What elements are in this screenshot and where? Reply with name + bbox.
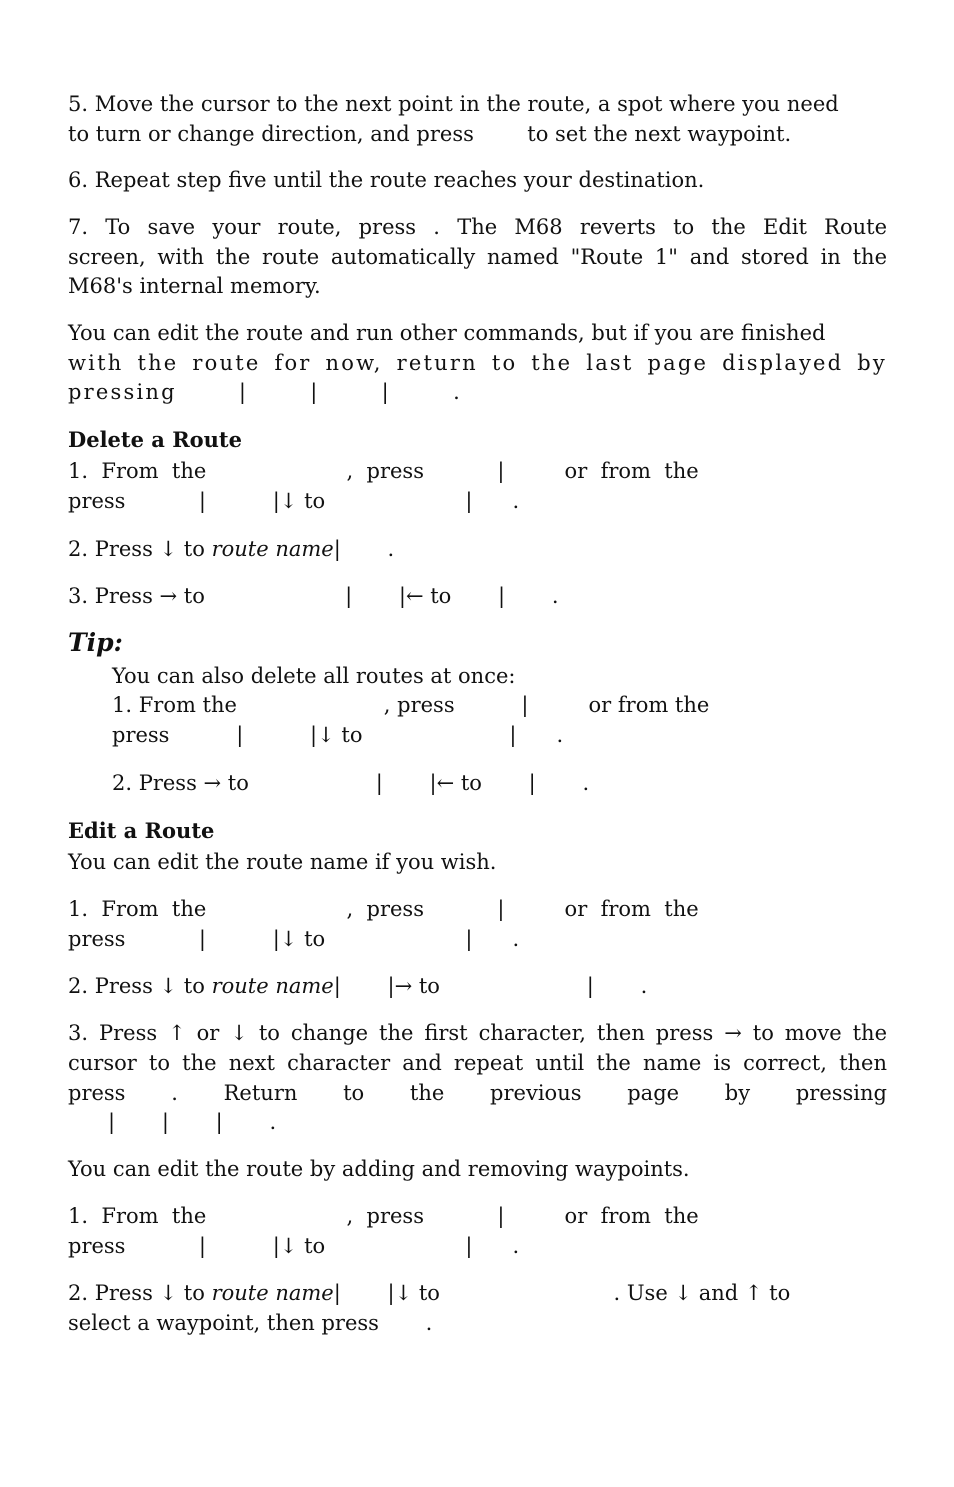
route-name-emphasis: route name [211, 1281, 334, 1305]
tip-label: Tip: [68, 628, 123, 657]
edit-run-line1: You can edit the route and run other commands, but if you are finished [68, 321, 826, 345]
delete-route-heading: Delete a Route [68, 427, 242, 452]
step7-line2: screen, with the route automatically named "Route 1" and stored in the [68, 245, 887, 269]
waypoints-intro: You can edit the route by adding and removing waypoints. [68, 1157, 690, 1181]
step5-line2: to turn or change direction, and press to set the next waypoint. [68, 122, 792, 146]
step5-line1: 5. Move the cursor to the next point in the route, a spot where you need [68, 92, 839, 116]
edit-step1-line2: press | |↓ to | . [68, 927, 520, 951]
edit-route-heading: Edit a Route [68, 818, 215, 843]
step7-line3: M68's internal memory. [68, 274, 321, 298]
waypoints-step2-line2: select a waypoint, then press . [68, 1311, 433, 1335]
tip-step2: 2. Press → to | |← to | . [112, 771, 590, 795]
edit-run-line3: pressing | | | . [68, 380, 462, 404]
tip-step1-line2: press | |↓ to | . [112, 723, 564, 747]
waypoints-step1-line1: 1. From the , press | or from the [68, 1204, 699, 1228]
edit-run-line2: with the route for now, return to the last page displayed by [68, 351, 887, 375]
delete-step2: 2. Press ↓ to route name| . [68, 537, 395, 561]
edit-step1-line1: 1. From the , press | or from the [68, 897, 699, 921]
edit-step3-line2: cursor to the next character and repeat until the name is correct, then [68, 1051, 887, 1075]
delete-step1-line1: 1. From the , press | or from the [68, 459, 699, 483]
edit-step2: 2. Press ↓ to route name| |→ to | . [68, 974, 648, 998]
step6-text: 6. Repeat step five until the route reaches your destination. [68, 168, 705, 192]
tip-step1-line1: 1. From the , press | or from the [112, 693, 710, 717]
waypoints-step2-line1: 2. Press ↓ to route name| |↓ to . Use ↓ and ↑ to [68, 1281, 791, 1305]
delete-step1-line2: press | |↓ to | . [68, 489, 520, 513]
route-name-emphasis: route name [211, 974, 334, 998]
edit-route-intro: You can edit the route name if you wish. [68, 850, 497, 874]
edit-step3-line4: | | | . [68, 1110, 277, 1134]
step7-line1: 7. To save your route, press . The M68 reverts to the Edit Route [68, 215, 887, 239]
waypoints-step1-line2: press | |↓ to | . [68, 1234, 520, 1258]
edit-step3-line1: 3. Press ↑ or ↓ to change the first character, then press → to move the [68, 1021, 887, 1045]
edit-step3-line3: press . Return to the previous page by pressing [68, 1081, 887, 1105]
tip-intro: You can also delete all routes at once: [112, 664, 516, 688]
route-name-emphasis: route name [211, 537, 334, 561]
delete-step3: 3. Press → to | |← to | . [68, 584, 559, 608]
